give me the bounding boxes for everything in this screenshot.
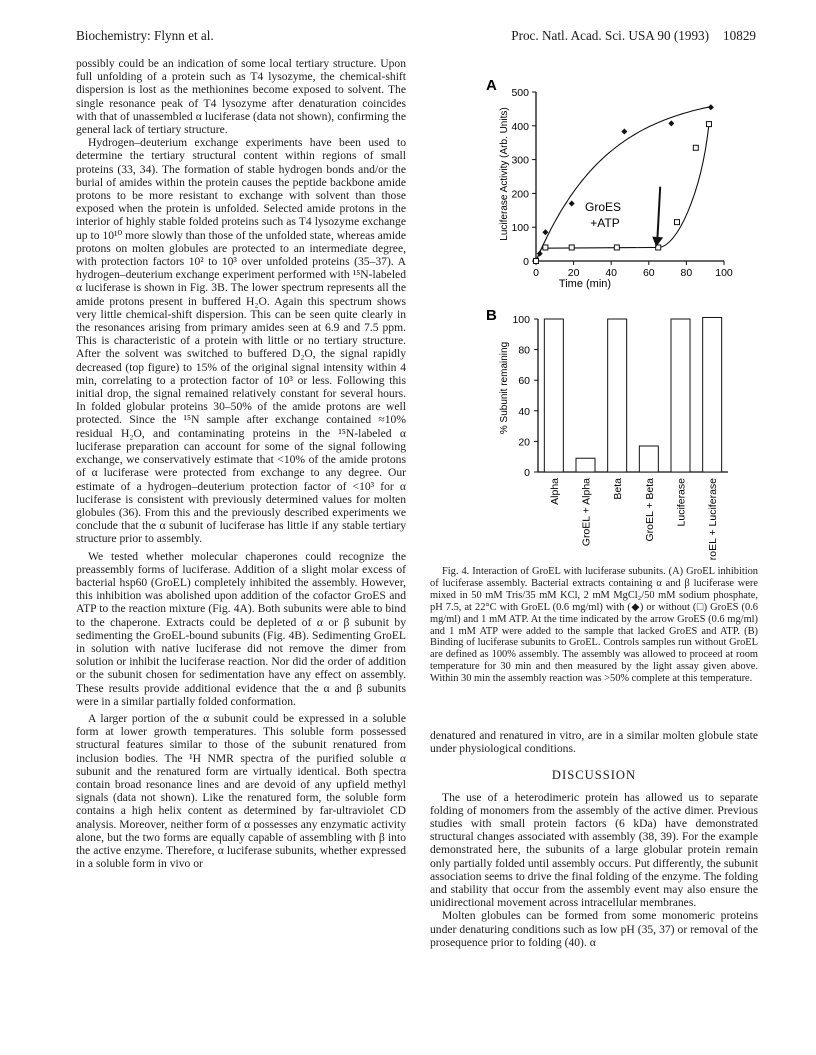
x-tick-label: 80: [680, 267, 693, 279]
page-number: 10829: [723, 28, 756, 43]
category-label: Beta: [612, 478, 625, 500]
header-authors: Biochemistry: Flynn et al.: [76, 28, 214, 43]
paragraph: We tested whether molecular chaperones could recognize the preassembly forms of luciferase. Addition of a slight molar excess of bacterial hsp60 (GroEL) completely inhibited the assembly. However, this inhibition was abolished upon addition of the cofactor GroES and ATP to the reaction mixture (Fig. 4A). Both subunits were able to bind to the chaperone. Extracts could be depleted of α or β subunit by sedimenting the GroEL-bound subunits (Fig. 4B). Sedimenting GroEL in solution with native luciferase did not remove the dimer from solution or inhibit the luciferase reaction. Nor did the order of addition or the subunit chosen for sedimentation have any effect on assembly. These results provide additional evidence that the α and β subunits were in a similar partially folded conformation.: [76, 549, 406, 708]
header-journal: Proc. Natl. Acad. Sci. USA 90 (1993): [511, 28, 710, 43]
y-tick-label: 0: [523, 256, 529, 268]
x-tick-label: 40: [605, 267, 618, 279]
y-tick-label: 20: [518, 436, 530, 449]
category-label: GroEL + Luciferase: [707, 478, 720, 560]
data-point-diamond: [537, 251, 543, 257]
data-point-square: [534, 259, 539, 264]
x-axis-label: Time (min): [558, 278, 612, 290]
data-point-diamond: [621, 129, 627, 135]
arrow-shaft: [657, 187, 660, 243]
panel-label-b: B: [486, 307, 497, 324]
paragraph: Hydrogen–deuterium exchange experiments have been used to determine the tertiary structural content within regions of small proteins (33, 34). The formation of stable hydrogen bonds and/or the burial of amides within the protein causes the peptide backbone amide protons to be more resistant to exchange with solvent than those exposed when the protein is unfolded. Selected amide protons in the interior of highly stable folded proteins such as T4 lysozyme exchange up to 10¹⁰ more slowly than those of the unfolded state, whereas amide protons on molten globules are protected to an intermediate degree, with protection factors 10² to 10³ over unfolded proteins (35–37). A hydrogen–deuterium exchange experiment performed with ¹⁵N-labeled α luciferase is shown in Fig. 3B. The lower spectrum represents all the amide protons present in buffered H₂O. Again this spectrum shows very little chemical-shift dispersion. This can be seen quite clearly in the resonances arising from primary amides seen at 6.9 and 7.5 ppm. This is characteristic of a protein with little or no tertiary structure. After the solvent was switched to buffered D₂O, the signal rapidly decreased (top figure) to 15% of the original signal intensity within 4 min, correlating to a protection factor of 10³ or less. Following this initial drop, the signal remained relatively constant for several hours. In folded globular proteins 30–50% of the amide protons are well protected. Since the ¹⁵N sample after exchange contained ≈10% residual H₂O, and contaminating proteins in the ¹⁵N-labeled α luciferase preparation can account for some of the signal following exchange, we conservatively estimate that <10% of the amide protons of α luciferase were protected from exchange to any degree. Our estimate of a hydrogen–deuterium protection factor of <10³ for α luciferase is consistent with previously determined values for molten globules (36). From this and the previously described experiments we conclude that the α subunit of luciferase has little if any stable tertiary structure prior to assembly.: [76, 136, 406, 546]
bar: [703, 317, 722, 472]
data-point-diamond: [569, 201, 575, 207]
paragraph: Molten globules can be formed from some monomeric proteins under denaturing conditions such as low pH (35, 37) or removal of the prosequence prior to folding (40). α: [430, 909, 758, 949]
y-axis-label: Luciferase Activity (Arb. Units): [499, 107, 510, 241]
data-point-square: [706, 122, 711, 127]
bar: [639, 446, 658, 472]
y-tick-label: 300: [511, 154, 529, 167]
paragraph: The use of a heterodimeric protein has allowed us to separate folding of monomers from the assembly of the active dimer. Previous studies with small protein factors (6 kDa) have demonstrated structural changes associated with assembly (38, 39). For the example demonstrated here, the subunits of a large globular protein remain only partially folded until assembly occurs. Put differently, the subunit association seems to drive the final folding of the enzyme. The folding and stability that occur from the assembly event may also ensure the unidirectional movement across intracellular membranes.: [430, 790, 758, 910]
data-point-square: [569, 245, 574, 250]
paragraph: denatured and renatured in vitro, are in a similar molten globule state under physiological conditions.: [430, 729, 758, 756]
series-without-groes-line: [536, 124, 709, 261]
x-tick-label: 20: [567, 267, 580, 279]
y-tick-label: 400: [511, 120, 529, 133]
x-tick-label: 100: [715, 267, 733, 279]
figure-4b: [478, 300, 738, 560]
x-tick-label: 0: [533, 267, 539, 279]
data-point-diamond: [542, 229, 548, 235]
data-point-square: [614, 245, 619, 250]
bar: [576, 458, 595, 472]
y-tick-label: 100: [512, 314, 530, 326]
annotation-groes: GroES: [584, 200, 622, 214]
bar: [544, 319, 563, 472]
y-tick-label: 60: [518, 375, 530, 388]
y-tick-label: 200: [511, 188, 529, 201]
y-tick-label: 0: [524, 467, 530, 479]
annotation-atp: +ATP: [590, 216, 620, 230]
paragraph: A larger portion of the α subunit could be expressed in a soluble form at lower growth temperatures. This soluble form possessed structural features similar to those of the subunit renatured from inclusion bodies. The ¹H NMR spectra of the purified soluble α subunit and the renatured form are virtually identical. Both spectra contain broad resonance lines and are devoid of any upfield methyl signals (data not shown). Like the renatured form, the soluble form contains a high helix content as determined by far-ultraviolet CD analysis. Moreover, neither form of α possesses any enzymatic activity alone, but the two forms are equally capable of assembling with β into the active enzyme. Therefore, α luciferase subunits, whether expressed in a soluble form in vivo or: [76, 711, 406, 871]
y-tick-label: 40: [518, 405, 530, 418]
x-tick-label: 60: [642, 267, 655, 279]
y-tick-label: 100: [511, 222, 529, 235]
category-label: GroEL + Beta: [643, 478, 656, 542]
running-header: [76, 28, 756, 46]
category-label: Luciferase: [675, 478, 688, 527]
data-point-square: [675, 220, 680, 225]
right-column-text: [430, 729, 758, 949]
figure-4b-chart: [478, 300, 738, 560]
data-point-square: [543, 245, 548, 250]
bar: [608, 319, 627, 472]
panel-label-a: A: [486, 77, 497, 94]
category-label: GroEL + Alpha: [580, 478, 593, 547]
figure-caption: [430, 566, 758, 685]
category-label: Alpha: [548, 478, 561, 505]
y-tick-label: 80: [518, 344, 530, 357]
y-tick-label: 500: [511, 87, 529, 99]
y-axis-label: % Subunit remaining: [499, 341, 510, 435]
section-heading: DISCUSSION: [551, 768, 637, 783]
bar: [671, 319, 690, 472]
figure-4a: [478, 70, 738, 292]
figure-4a-chart: [478, 70, 738, 292]
left-column: [76, 57, 406, 870]
paragraph: possibly could be an indication of some local tertiary structure. Upon full unfolding of a protein such as T4 lysozyme, the chemical-shift dispersion is lost as the methionines become exposed to solvent. The single resonance peak of T4 lysozyme after denaturation coincides with that of unassembled α luciferase (data not shown), confirming the general lack of tertiary structure.: [76, 57, 406, 137]
caption-text: Fig. 4. Interaction of GroEL with luciferase subunits. (A) GroEL inhibition of luciferase assembly. Bacterial extracts containing α and β luciferase were mixed in 50 mM Tris/35 mM KCl, 2 mM MgCl₂/50 mM sodium phosphate, pH 7.5, at 22°C with GroEL (0.6 mg/ml) with (◆) or without (□) GroES (0.6 mg/ml) and 1 mM ATP. At the time indicated by the arrow GroES (0.6 mg/ml) and 1 mM ATP were added to the sample that lacked GroES and ATP. (B) Binding of luciferase subunits to GroEL. Controls samples run without GroEL are defined as 100% assembly. The assembly was allowed to proceed at room temperature for 30 min and then measured by the light assay given above. Within 30 min the assembly reaction was >50% complete at this temperature.: [430, 566, 758, 685]
data-point-diamond: [708, 104, 714, 110]
data-point-diamond: [668, 120, 674, 126]
data-point-square: [693, 145, 698, 150]
